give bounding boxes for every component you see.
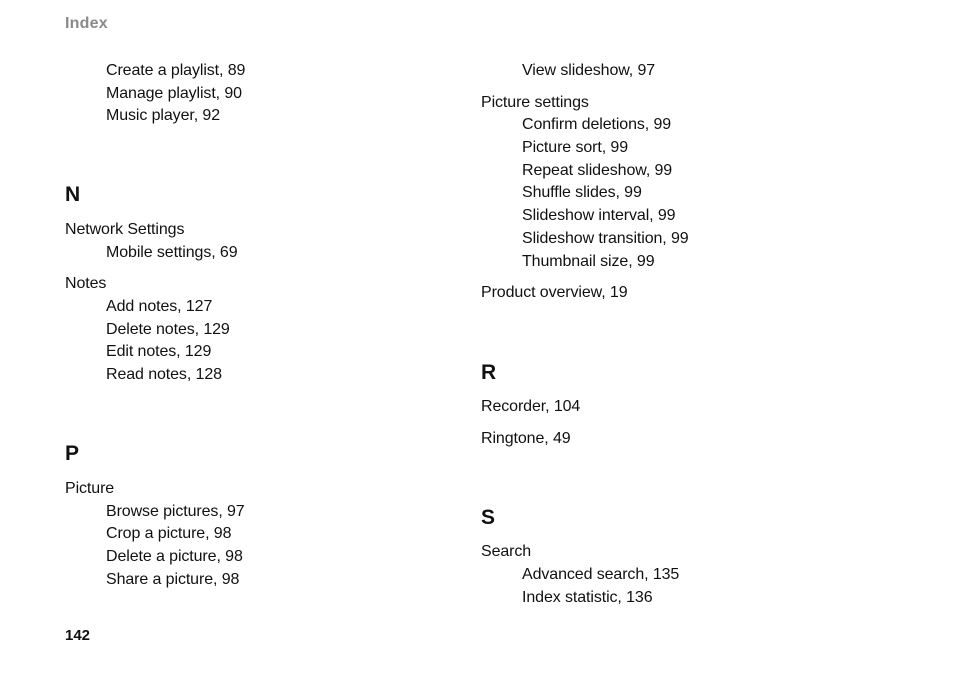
- section-letter-n: N: [65, 183, 81, 206]
- index-subentry: Create a playlist, 89: [106, 62, 246, 79]
- page-number: 142: [65, 627, 91, 644]
- index-subentry: Edit notes, 129: [106, 343, 212, 360]
- index-entry-product-overview: Product overview, 19: [481, 284, 628, 301]
- section-letter-p: P: [65, 442, 80, 465]
- index-subentry: Slideshow interval, 99: [522, 207, 676, 224]
- index-subentry: Repeat slideshow, 99: [522, 162, 673, 179]
- index-subentry: Picture sort, 99: [522, 139, 629, 156]
- index-subentry: Confirm deletions, 99: [522, 116, 672, 133]
- index-entry-recorder: Recorder, 104: [481, 398, 581, 415]
- section-letter-r: R: [481, 361, 497, 384]
- index-subentry: Share a picture, 98: [106, 571, 240, 588]
- index-subentry: Browse pictures, 97: [106, 503, 245, 520]
- index-subentry: Crop a picture, 98: [106, 525, 232, 542]
- index-subentry: Shuffle slides, 99: [522, 184, 642, 201]
- index-subentry: Manage playlist, 90: [106, 85, 242, 102]
- index-subentry: Advanced search, 135: [522, 566, 680, 583]
- index-subentry: Thumbnail size, 99: [522, 253, 655, 270]
- index-entry-picture: Picture: [65, 480, 115, 497]
- index-subentry: Slideshow transition, 99: [522, 230, 689, 247]
- index-subentry: View slideshow, 97: [522, 62, 656, 79]
- index-subentry: Delete notes, 129: [106, 321, 230, 338]
- section-letter-s: S: [481, 506, 496, 529]
- index-subentry: Add notes, 127: [106, 298, 213, 315]
- index-entry-search: Search: [481, 543, 532, 560]
- index-subentry: Index statistic, 136: [522, 589, 653, 606]
- index-entry-ringtone: Ringtone, 49: [481, 430, 571, 447]
- index-subentry: Mobile settings, 69: [106, 244, 238, 261]
- index-subentry: Music player, 92: [106, 107, 221, 124]
- index-entry-network-settings: Network Settings: [65, 221, 185, 238]
- index-subentry: Read notes, 128: [106, 366, 222, 383]
- index-entry-picture-settings: Picture settings: [481, 94, 589, 111]
- index-subentry: Delete a picture, 98: [106, 548, 243, 565]
- page-header-title: Index: [65, 15, 108, 32]
- index-entry-notes: Notes: [65, 275, 107, 292]
